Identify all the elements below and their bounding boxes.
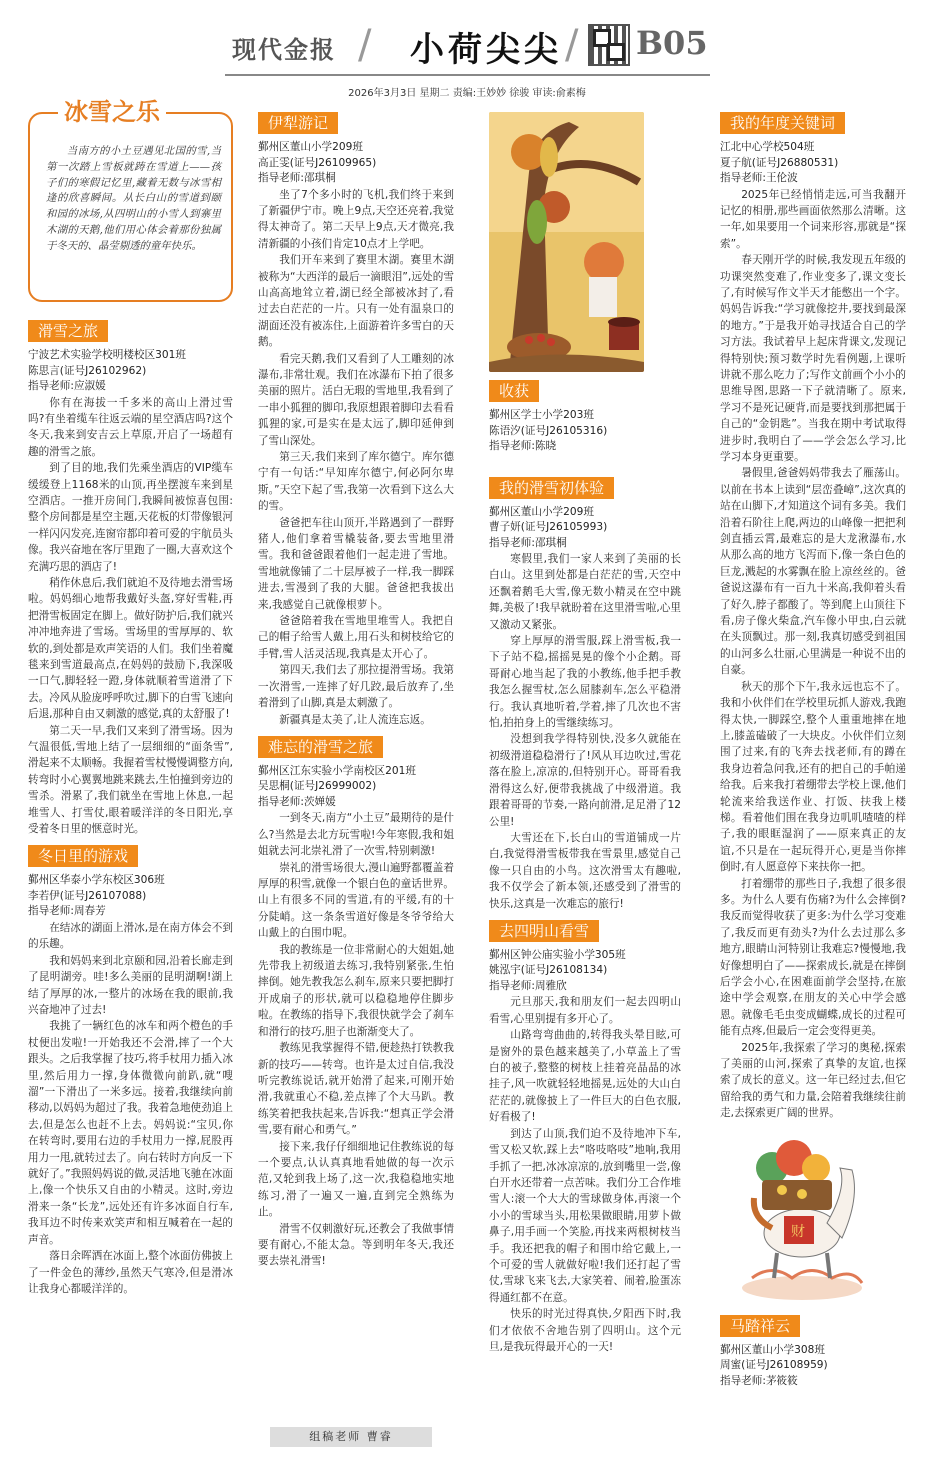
article-title: 滑雪之旅 <box>28 320 108 342</box>
article-author: 陈思言(证号J26102962) <box>28 364 147 377</box>
article-paragraph: 第二天一早,我们又来到了滑雪场。因为气温很低,雪地上结了一层细细的“面条雪”,滑起来不太顺畅。我握着雪杖慢慢调整方向,转弯时小心翼翼地跳来跳去,生怕撞到旁边的雪杀。滑累了,我们就坐在雪地上休息,一起堆雪人、打雪仗,眼着暖洋洋的冬日阳光,享受着冬日里的惬意时光。 <box>28 724 233 836</box>
article-paragraph: 稍作休息后,我们就迫不及待地去滑雪场啦。妈妈细心地帮我戴好头盔,穿好雪鞋,再把滑雪板固定在脚上。做好防护后,我们就兴冲冲地奔进了雪场。雪场里的雪厚厚的、软软的,到处都是欢声笑语的人们。我们坐着魔毯来到雪道最高点,在妈妈的鼓励下,我深吸一口气,脚轻轻一蹬,身体就顺着雪道滑了下去。冷风从脸庞呼呼吹过,脚下的白雪飞速向后退,那种自由又刺激的感觉,真的太舒服了! <box>28 576 233 721</box>
article-paragraph: 看完天鹅,我们又看到了人工雕刻的冰瀑布,非常壮观。我们在冰瀑布下拍了很多美丽的照片。活白无瑕的雪地里,我看到了一串小狐狸的脚印,我原想跟着脚印去看看狐狸的家,可是实在是太远了,脚印延伸到了雪山深处。 <box>258 352 454 447</box>
article-title: 我的滑雪初体验 <box>489 477 614 499</box>
article-teacher: 指导老师:应淑媛 <box>28 380 106 392</box>
article-teacher: 指导老师:周春芳 <box>28 905 106 918</box>
article-teacher: 指导老师:王伦波 <box>720 172 798 184</box>
article-teacher: 指导老师:茨婵媛 <box>258 795 336 808</box>
article-paragraph: 我们开车来到了赛里木湖。赛里木湖被称为“大西洋的最后一滴眼泪”,远处的雪山高高地耸立着,湖已经全部被冰封了,看过去白茫茫的一片。只有一处有温泉口的湖面还没有被冻住,上面游着许多雪白的天鹅。 <box>258 254 454 349</box>
article-paragraph: 秋天的那个下午,我永远也忘不了。我和小伙伴们在学校里玩抓人游戏,我跑得太快,一脚踩空,整个人重重地摔在地上,膝盖磕破了一大块皮。小伙伴们立刻围了过来,有的飞奔去找老师,有的蹲在我身边着急问我,还有的把自己的手帕递给我。后来我打着绷带去学校上课,他们轮流来给我送作业、打饭、扶我上楼梯。看着他们围在我身边叽叽喳喳的样子,我的眼眶湿润了——原来真正的友谊,不只是在一起玩得开心,更是当你摔倒时,有人愿意停下来扶你一把。 <box>720 680 906 874</box>
masthead-rule <box>225 74 710 76</box>
article-paragraph: 山路弯弯曲曲的,转得我头晕目眩,可是窗外的景色越来越美了,小草盖上了雪白的被子,整整的树枝上挂着亮晶晶的冰挂子,风一吹就轻轻地摇晃,远处的大山白茫茫的,就像披上了一件巨大的白色衣服,好看极了! <box>489 1029 681 1124</box>
article-school: 鄞州区董山小学308班 <box>720 1343 825 1356</box>
article-author: 陈语汐(证号J26105316) <box>489 424 608 437</box>
article-title: 马踏祥云 <box>720 1315 800 1337</box>
article-teacher: 指导老师:陈晓 <box>489 440 557 452</box>
intro-text: 当南方的小土豆遇见北国的雪,当第一次踏上雪板就踌在雪道上——孩子们的寒假记忆里,藏着无数与冰雪相逢的欣喜瞬间。从长白山的雪道到颐和园的冰场,从四明山的小雪人到寨里木湖的天鹅,他们用心体会着那份独属于冬天的、晶莹剔透的童年快乐。 <box>46 145 221 252</box>
article-paragraph: 一到冬天,南方“小土豆”最期待的是什么?当然是去北方玩雪啦!今年寒假,我和姐姐就去河北崇礼滑了一次雪,特别刺激! <box>258 812 454 858</box>
article-paragraph: 没想到我学得特别快,没多久就能在初级滑道稳稳滑行了!风从耳边吹过,雪花落在脸上,凉凉的,但特别开心。哥哥看我滑得这么好,便带我挑战了中级滑道。我跟着哥哥的节奏,一路向前滑,足足滑了12公里! <box>489 733 681 828</box>
article-author: 吴思桐(证号J26999002) <box>258 780 377 793</box>
article-author: 李若伊(证号J26107088) <box>28 889 147 902</box>
article-memorable <box>258 728 454 1270</box>
article-paragraph: 穿上厚厚的滑雪服,踩上滑雪板,我一下子站不稳,摇摇晃晃的像个小企鹅。哥哥耐心地当起了我的小教练,他手把手教我怎么握雪杖,怎么屈膝刹车,怎么平稳滑行。我认真地听着,学着,摔了几次也不害怕,拍拍身上的雪继续练习。 <box>489 635 681 730</box>
column-3 <box>489 112 681 1355</box>
article-paragraph: 坐了7个多小时的飞机,我们终于来到了新疆伊宁市。晚上9点,天空还亮着,我觉得太神奇了。第二天早上9点,天才微亮,我清新疆的小孩们肯定10点才上学吧。 <box>258 188 454 250</box>
qr-code-icon[interactable] <box>588 24 630 66</box>
artwork-horse <box>732 1128 857 1313</box>
masthead-divider: / <box>358 22 372 68</box>
footer-editor: 组稿老师 曹睿 <box>270 1427 432 1447</box>
column-title: 小荷尖尖 <box>410 30 562 70</box>
article-school: 鄞州区董山小学209班 <box>258 141 363 153</box>
article-paragraph: 爸爸把车往山顶开,半路遇到了一群野猪人,他们拿着雪橇装备,要去雪地里滑雪。我和爸爸跟着他们一起走进了雪地。雪地就像铺了二十层厚被子一样,我一脚踩进去,雪漫到了我的大腿。爸爸把我拔出来,我感觉自己就像根萝卜。 <box>258 516 454 611</box>
article-paragraph: 我和妈妈来到北京颐和园,沿着长廊走到了昆明湖旁。哇!多么美丽的昆明湖啊!湖上结了厚厚的冰,一整片的冰场在我的眼前,我兴奋地冲了过去! <box>28 954 233 1016</box>
article-school: 鄞州区华泰小学东校区306班 <box>28 874 165 887</box>
article-paragraph: 暑假里,爸爸妈妈带我去了雁荡山。以前在书本上读到“层峦叠嶂”,这次真的站在山脚下,才知道这个词有多美。我们沿着石阶往上爬,两边的山峰像一把把利剑直插云霄,最难忘的是大龙湫瀑布,水从那么高的地方飞泻而下,像一条白色的巨龙,溅起的水雾飘在脸上凉丝丝的。爸爸说这瀑布有一百九十米高,我仰着头看了好久,脖子都酸了。等到爬上山顶往下看,房子像火柴盒,汽车像小甲虫,白云就在头顶飘过。那一刻,我真切感受到祖国的山河多么壮丽,心里满是一种说不出的自豪。 <box>720 467 906 677</box>
article-paragraph: 2025年,我探索了学习的奥秘,探索了美丽的山河,探索了真挚的友谊,也探索了成长的意义。这一年已经过去,但它留给我的勇气和力量,会陪着我继续往前走,去探索更广阔的世界。 <box>720 1041 906 1120</box>
article-paragraph: 我的教练是一位非常耐心的大姐姐,她先带我上初级道去练习,我特别紧张,生怕摔倒。她先教我怎么刹车,原来只要把脚打开成扇子的形状,就可以稳稳地停住脚步啦。在教练的指导下,我很快就学会了刹车和滑行的技巧,胆子也渐渐变大了。 <box>258 943 454 1038</box>
article-paragraph: 到达了山顶,我们迫不及待地冲下车,雪又松又软,踩上去“咯吱咯吱”地响,我用手抓了一把,冰冰凉凉的,放到嘴里一尝,像白开水还带着一点苦味。我们分工合作堆雪人:滚一个大大的雪球做身体,再滚一个小小的雪球当头,用松果做眼睛,用萝卜做鼻子,用手画一个笑脸,再找来两根树枝当手。我还把我的帽子和围巾给它戴上,一个可爱的雪人就做好啦!我们还打起了雪仗,雪球飞来飞去,大家笑着、闹着,脸蛋冻得通红都不在意。 <box>489 1127 681 1304</box>
article-paragraph: 快乐的时光过得真快,夕阳西下时,我们才依依不舍地告别了四明山。这个元旦,是我玩得最开心的一天! <box>489 1308 681 1353</box>
masthead-divider: / <box>565 22 579 68</box>
article-school: 鄞州区董山小学209班 <box>489 505 594 518</box>
article-harvest <box>489 372 681 455</box>
artwork-harvest <box>489 112 644 372</box>
article-siming <box>489 912 681 1355</box>
article-paragraph: 春天刚开学的时候,我发现五年级的功课突然变难了,作业变多了,课文变长了,有时候写作文半天才能憋出一个字。妈妈告诉我:“学习就像挖井,要找到最深的地方。”于是我开始寻找适合自己的学习方法。我试着早上起床背课文,发现记得特别快;预习数学时先看例题,上课听讲就不那么吃力了;写作文前画个小小的思维导图,思路一下子就清晰了。原来,学习不是死记硬背,而是要找到那把属于自己的“金钥匙”。当我在期中考试取得进步时,我明白了——学会怎么学习,比学习本身更重要。 <box>720 254 906 463</box>
article-first-ski <box>489 469 681 912</box>
column-2 <box>258 112 454 1270</box>
article-paragraph: 接下来,我仔仔细细地记住教练说的每一个要点,认认真真地看她做的每一次示范,又轮到我上场了,这一次,我稳稳地实地练习,滑了一遍又一遍,直到完全熟练为止。 <box>258 1140 454 1219</box>
article-paragraph: 教练见我掌握得不错,便趁热打铁教我新的技巧——转弯。也许是太过自信,我没听完教练说话,就开始滑了起来,可刚开始滑,我就重心不稳,差点摔了个大马趴。教练笑着把我扶起来,告诉我:“想真正学会滑雪,要有耐心和勇气。” <box>258 1042 454 1137</box>
article-title: 冬日里的游戏 <box>28 845 138 867</box>
article-paragraph: 2025年已经悄悄走远,可当我翻开记忆的相册,那些画面依然那么清晰。这一年,如果要用一个词来形容,那就是“探索”。 <box>720 188 906 250</box>
column-4 <box>720 112 906 1389</box>
article-paragraph: 寒假里,我们一家人来到了美丽的长白山。这里到处都是白茫茫的雪,天空中还飘着鹅毛大雪,像无数小精灵在空中跳舞,美极了!我早就盼着在这里滑雪啦,心里又激动又紧张。 <box>489 553 681 631</box>
article-paragraph: 我挑了一辆红色的冰车和两个橙色的手杖便出发啦!一开始我还不会滑,摔了一个大跟头。之后我掌握了技巧,将手杖用力插入冰里,然后用力一撑,身体微微向前趴,就“嗖溜”一下滑出了一米多远。接着,我继续向前移动,以妈妈为超过了我。我着急地使劲追上去,但是怎么也赶不上去。妈妈说:“宝贝,你在转弯时,要用右边的手杖用力一撑,屁股再用力一甩,就转过去了。向右转时方向反一下就好了。”我照妈妈说的做,灵活地飞驰在冰面上,像一个快乐又自由的小精灵。这时,旁边滑来一条“长龙”,远处还有许多冰面自行车,我耳边不时传来欢笑声和相互喊着在一起的声音。 <box>28 1020 233 1246</box>
article-paragraph: 元旦那天,我和朋友们一起去四明山看雪,心里别提有多开心了。 <box>489 996 681 1025</box>
article-paragraph: 落日余晖洒在冰面上,整个冰面仿佛披上了一件金色的薄纱,虽然天气寒冷,但是滑冰让我身心都暖洋洋的。 <box>28 1250 233 1295</box>
article-paragraph: 你有在海拔一千多米的高山上滑过雪吗?有坐着缆车往返云端的星空酒店吗?这个冬天,我来到安吉云上草原,开启了一场超有趣的滑雪之旅。 <box>28 396 233 458</box>
article-teacher: 指导老师:茅筱筱 <box>720 1374 798 1387</box>
intro-box <box>28 97 233 302</box>
article-school: 鄞州区钟公庙实验小学305班 <box>489 948 626 961</box>
article-author: 高正雯(证号J26109965) <box>258 156 377 169</box>
article-author: 周蜜(证号J26108959) <box>720 1359 828 1372</box>
article-title: 我的年度关键词 <box>720 112 845 134</box>
article-author: 曹子妍(证号J26105993) <box>489 521 608 533</box>
article-title: 收获 <box>489 380 539 402</box>
article-yining <box>258 112 454 728</box>
article-school: 江北中心学校504班 <box>720 141 815 153</box>
article-teacher: 指导老师:周雅欣 <box>489 979 567 992</box>
article-school: 鄞州区学士小学203班 <box>489 409 594 421</box>
article-paragraph: 崇礼的滑雪场很大,漫山遍野都覆盖着厚厚的积雪,就像一个银白色的童话世界。山上有很多不同的雪道,有的平缓,有的十分陡峭。这一条条雪道好像是冬爷爷给大山戴上的白围巾呢。 <box>258 861 454 940</box>
article-paragraph: 到了目的地,我们先乘坐酒店的VIP缆车缓缓登上1168米的山顶,再坐摆渡车来到星空酒店。一推开房间门,我瞬间被惊喜包围:整个房间都是星空主题,天花板的灯带像银河一样闪闪发亮,连窗帘都印着可爱的宇航员头像。我兴奋地在客厅里跑了一圈,大喜欢这个充满巧思的酒店了! <box>28 462 233 573</box>
harvest-illustration <box>489 112 644 372</box>
article-paragraph: 爸爸陪着我在雪地里堆雪人。我把自己的帽子给雪人戴上,用石头和树枝给它的手臂,雪人活灵活现,我真是太开心了。 <box>258 615 454 660</box>
newspaper-name: 现代金报 <box>232 35 336 64</box>
article-paragraph: 第四天,我们去了那拉提滑雪场。我第一次滑雪,一连摔了好几跤,最后放弃了,坐着滑到了山脚,真是太刺激了。 <box>258 664 454 710</box>
article-paragraph: 在结冰的湖面上滑冰,是在南方体会不到的乐趣。 <box>28 921 233 951</box>
article-school: 鄞州区江东实验小学南校区201班 <box>258 764 416 777</box>
horse-illustration <box>732 1128 872 1308</box>
article-paragraph: 滑雪不仅刺激好玩,还教会了我做事情要有耐心,不能太急。等到明年冬天,我还要去崇礼滑雪! <box>258 1222 454 1268</box>
article-title: 难忘的滑雪之旅 <box>258 736 383 758</box>
article-paragraph: 打着绷带的那些日子,我想了很多很多。为什么人要有伤痛?为什么会摔倒?我反而觉得收获了更多:为什么学习变难了,我反而更有劲头?为什么去过那么多地方,眼睛山河特别让我难忘?慢慢地,我好像想明白了——探索成长,就是在摔倒后学会小心,在困难面前学会坚持,在旅途中学会观察,在朋友的关心中学会感恩。就像毛毛虫变成蝴蝶,成长的过程可能有点疼,但最后一定会变得更美。 <box>720 877 906 1038</box>
date-line: 2026年3月3日 星期二 责编:王妙妙 徐骏 审读:俞素梅 <box>348 88 586 99</box>
article-winter-game <box>28 837 233 1297</box>
intro-title: 冰雪之乐 <box>58 104 166 120</box>
article-author: 姚泓宇(证号J26108134) <box>489 964 608 977</box>
article-ski <box>28 312 233 837</box>
horse-saddle-char: 财 <box>791 1223 805 1240</box>
page-number: B05 <box>636 24 708 62</box>
article-horse <box>720 1313 906 1390</box>
article-school: 宁波艺术实验学校明楼校区301班 <box>28 349 186 361</box>
column-1 <box>28 97 233 1297</box>
article-title: 伊犁游记 <box>258 112 338 134</box>
article-paragraph: 第三天,我们来到了库尔德宁。库尔德宁有一句话:“早知库尔德宁,何必阿尔卑斯。”天空下起了雪,我第一次看到下这么大的雪。 <box>258 451 454 513</box>
article-title: 去四明山看雪 <box>489 920 599 942</box>
article-teacher: 指导老师:邵琪桐 <box>258 172 336 184</box>
article-author: 夏子航(证号J26880531) <box>720 156 839 169</box>
article-paragraph: 新疆真是太美了,让人流连忘返。 <box>279 713 431 726</box>
article-teacher: 指导老师:邵琪桐 <box>489 536 567 549</box>
article-paragraph: 大雪还在下,长白山的雪道铺成一片白,我觉得滑雪板带我在雪景里,感觉自己像一只自由的小鸟。这次滑雪太有趣啦,我不仅学会了新本领,还感受到了滑雪的快乐,这真是一次难忘的旅行! <box>489 831 681 910</box>
article-keyword <box>720 112 906 1122</box>
masthead <box>0 0 934 100</box>
